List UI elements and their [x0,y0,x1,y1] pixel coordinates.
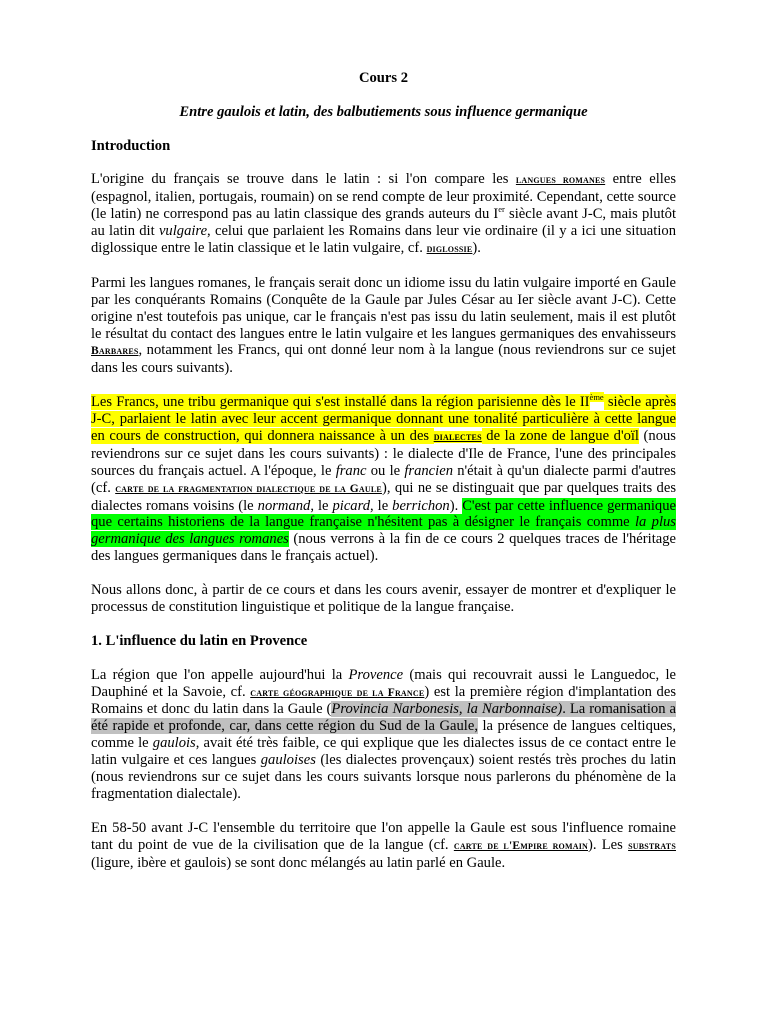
section-1-heading: 1. L'influence du latin en Provence [91,632,308,649]
emphasis: normand [257,497,311,514]
emphasis: gauloises [260,752,316,769]
paragraph-gaule-romaine [91,820,676,872]
text: ). Les [588,836,629,853]
emphasis: gaulois [152,735,196,752]
paragraph-provence [91,667,676,803]
emphasis: Provence [348,666,404,683]
text: (ligure, ibère et gaulois) se sont donc mélangés au latin parlé en Gaule. [91,854,506,871]
text: , notamment les Francs, qui ont donné leur nom à la langue (nous reviendrons sur ce sujet dans les cours suivants). [91,342,676,377]
highlight-yellow: siècle après J-C, parlaient le latin avec leur accent germanique donnant une tonalité particulière à cette langue en cours de construction, qui donnera naissance à un des [91,394,676,444]
text: ou le [366,462,405,479]
barbares-link[interactable]: Barbares [91,345,139,358]
intro-heading: Introduction [91,137,171,154]
fragmentation-map-link[interactable]: carte de la fragmentation dialectique de la Gaule [115,482,382,495]
empire-romain-link[interactable]: carte de l'Empire romain [453,839,588,852]
text: (mais qui recouvrait aussi le Languedoc, le Dauphiné et la Savoie, cf. [91,666,676,700]
emphasis: picard [332,497,371,514]
text: , avait été très faible, ce qui explique que les dialectes issus de ce contact entre le latin vulgaire et ces langues [91,735,676,769]
diglossie-link[interactable]: diglossie [426,243,473,256]
text: (nous verrons à la fin de ce cours 2 quelques traces de l'héritage des langues germaniques dans le français actuel). [91,531,677,565]
superscript: er [498,204,505,215]
paragraph-origin [91,171,676,258]
dialectes-link[interactable]: dialectes [433,430,482,443]
highlight-yellow: Les Francs, une tribu germanique qui s'est installé dans la région parisienne dès le II [91,394,590,411]
text: , celui que parlaient les Romains dans leur vie ordinaire (il y a ici une situation diglossique entre le latin classique et le latin vulgaire, cf. [91,223,676,257]
text: ), qui ne se distinguait que par quelques traits des dialectes romans voisins (le [91,479,676,514]
emphasis: vulgaire [158,223,208,240]
highlight-gray-emphasis: Provincia Narbonesis, la Narbonnaise) [331,701,563,718]
text: ) est la première région d'implantation des Romains et donc du latin dans la Gaule ( [91,683,676,718]
emphasis: francien [404,462,453,479]
text: La région que l'on appelle aujourd'hui la [91,666,349,683]
carte-geographique-link[interactable]: carte géographique de la France [250,686,425,699]
text: , le [310,497,333,514]
langues-romanes-link[interactable]: langues romanes [515,174,606,187]
text: (les dialectes provençaux) soient restés très proches du latin (nous reviendrons sur ce sujet dans les cours suivants lorsque nous parlerons du phénomène de la fragmentation dialectale). [91,752,677,802]
course-subtitle: Entre gaulois et latin, des balbutiements sous influence germanique [179,103,588,120]
text: , le [370,497,393,514]
text: siècle avant J-C, mais plutôt au latin dit [91,206,677,240]
superscript: ème [589,392,604,403]
text: L'origine du français se trouve dans le latin : si l'on compare les [91,171,516,188]
text: entre elles (espagnol, italien, portugais, roumain) on se rend compte de leur proximité. Cependant, cette source (le latin) ne correspond pas au latin classique des grands auteurs du I [91,171,676,223]
text: la présence de langues celtiques, comme le [91,718,676,752]
paragraph-plan: Nous allons donc, à partir de ce cours et dans les cours avenir, essayer de montrer et d'expliquer le processus de constitution linguistique et politique de la langue française. [91,582,676,615]
text: ). [449,497,463,514]
course-title: Cours 2 [358,70,409,86]
document-body [91,70,676,888]
text: Parmi les langues romanes, le français serait donc un idiome issu du latin vulgaire importé en Gaule par les conquérants Romains (Conquête de la Gaule par Jules César au Ier siècle avant J-C). Cette origine n'est toutefois pas unique, car le français n'est pas issu du latin seulement, mais il est plutôt le résultat du contact des langues entre le latin vulgaire et les langues germaniques des envahisseurs [91,274,676,342]
emphasis: berrichon [392,497,450,514]
emphasis: franc [335,462,367,479]
highlight-gray: . La romanisation a été rapide et profonde, car, dans cette région du Sud de la Gaule, [91,701,676,735]
text: ). [472,240,481,257]
text: (nous reviendrons sur ce sujet dans les cours suivants) : le dialecte d'Ile de France, l'une des principales sources du français actuel. A l'époque, le [91,427,676,479]
substrats-link[interactable]: substrats [628,839,676,852]
highlight-yellow: de la zone de langue d'oïl [481,427,639,444]
highlight-green-emphasis: la plus germanique des langues romanes [91,514,676,548]
text: n'était à qu'un dialecte parmi d'autres (cf. [91,462,676,496]
text: En 58-50 avant J-C l'ensemble du territoire que l'on appelle la Gaule est sous l'influence romaine tant du point de vue de la civilisation que de la langue (cf. [91,819,676,853]
paragraph-francs [91,394,676,565]
highlight-green: C'est par cette influence germanique que certains historiens de la langue française n'hésitent pas à désigner le français comme [91,497,676,531]
paragraph-romance [91,275,676,377]
